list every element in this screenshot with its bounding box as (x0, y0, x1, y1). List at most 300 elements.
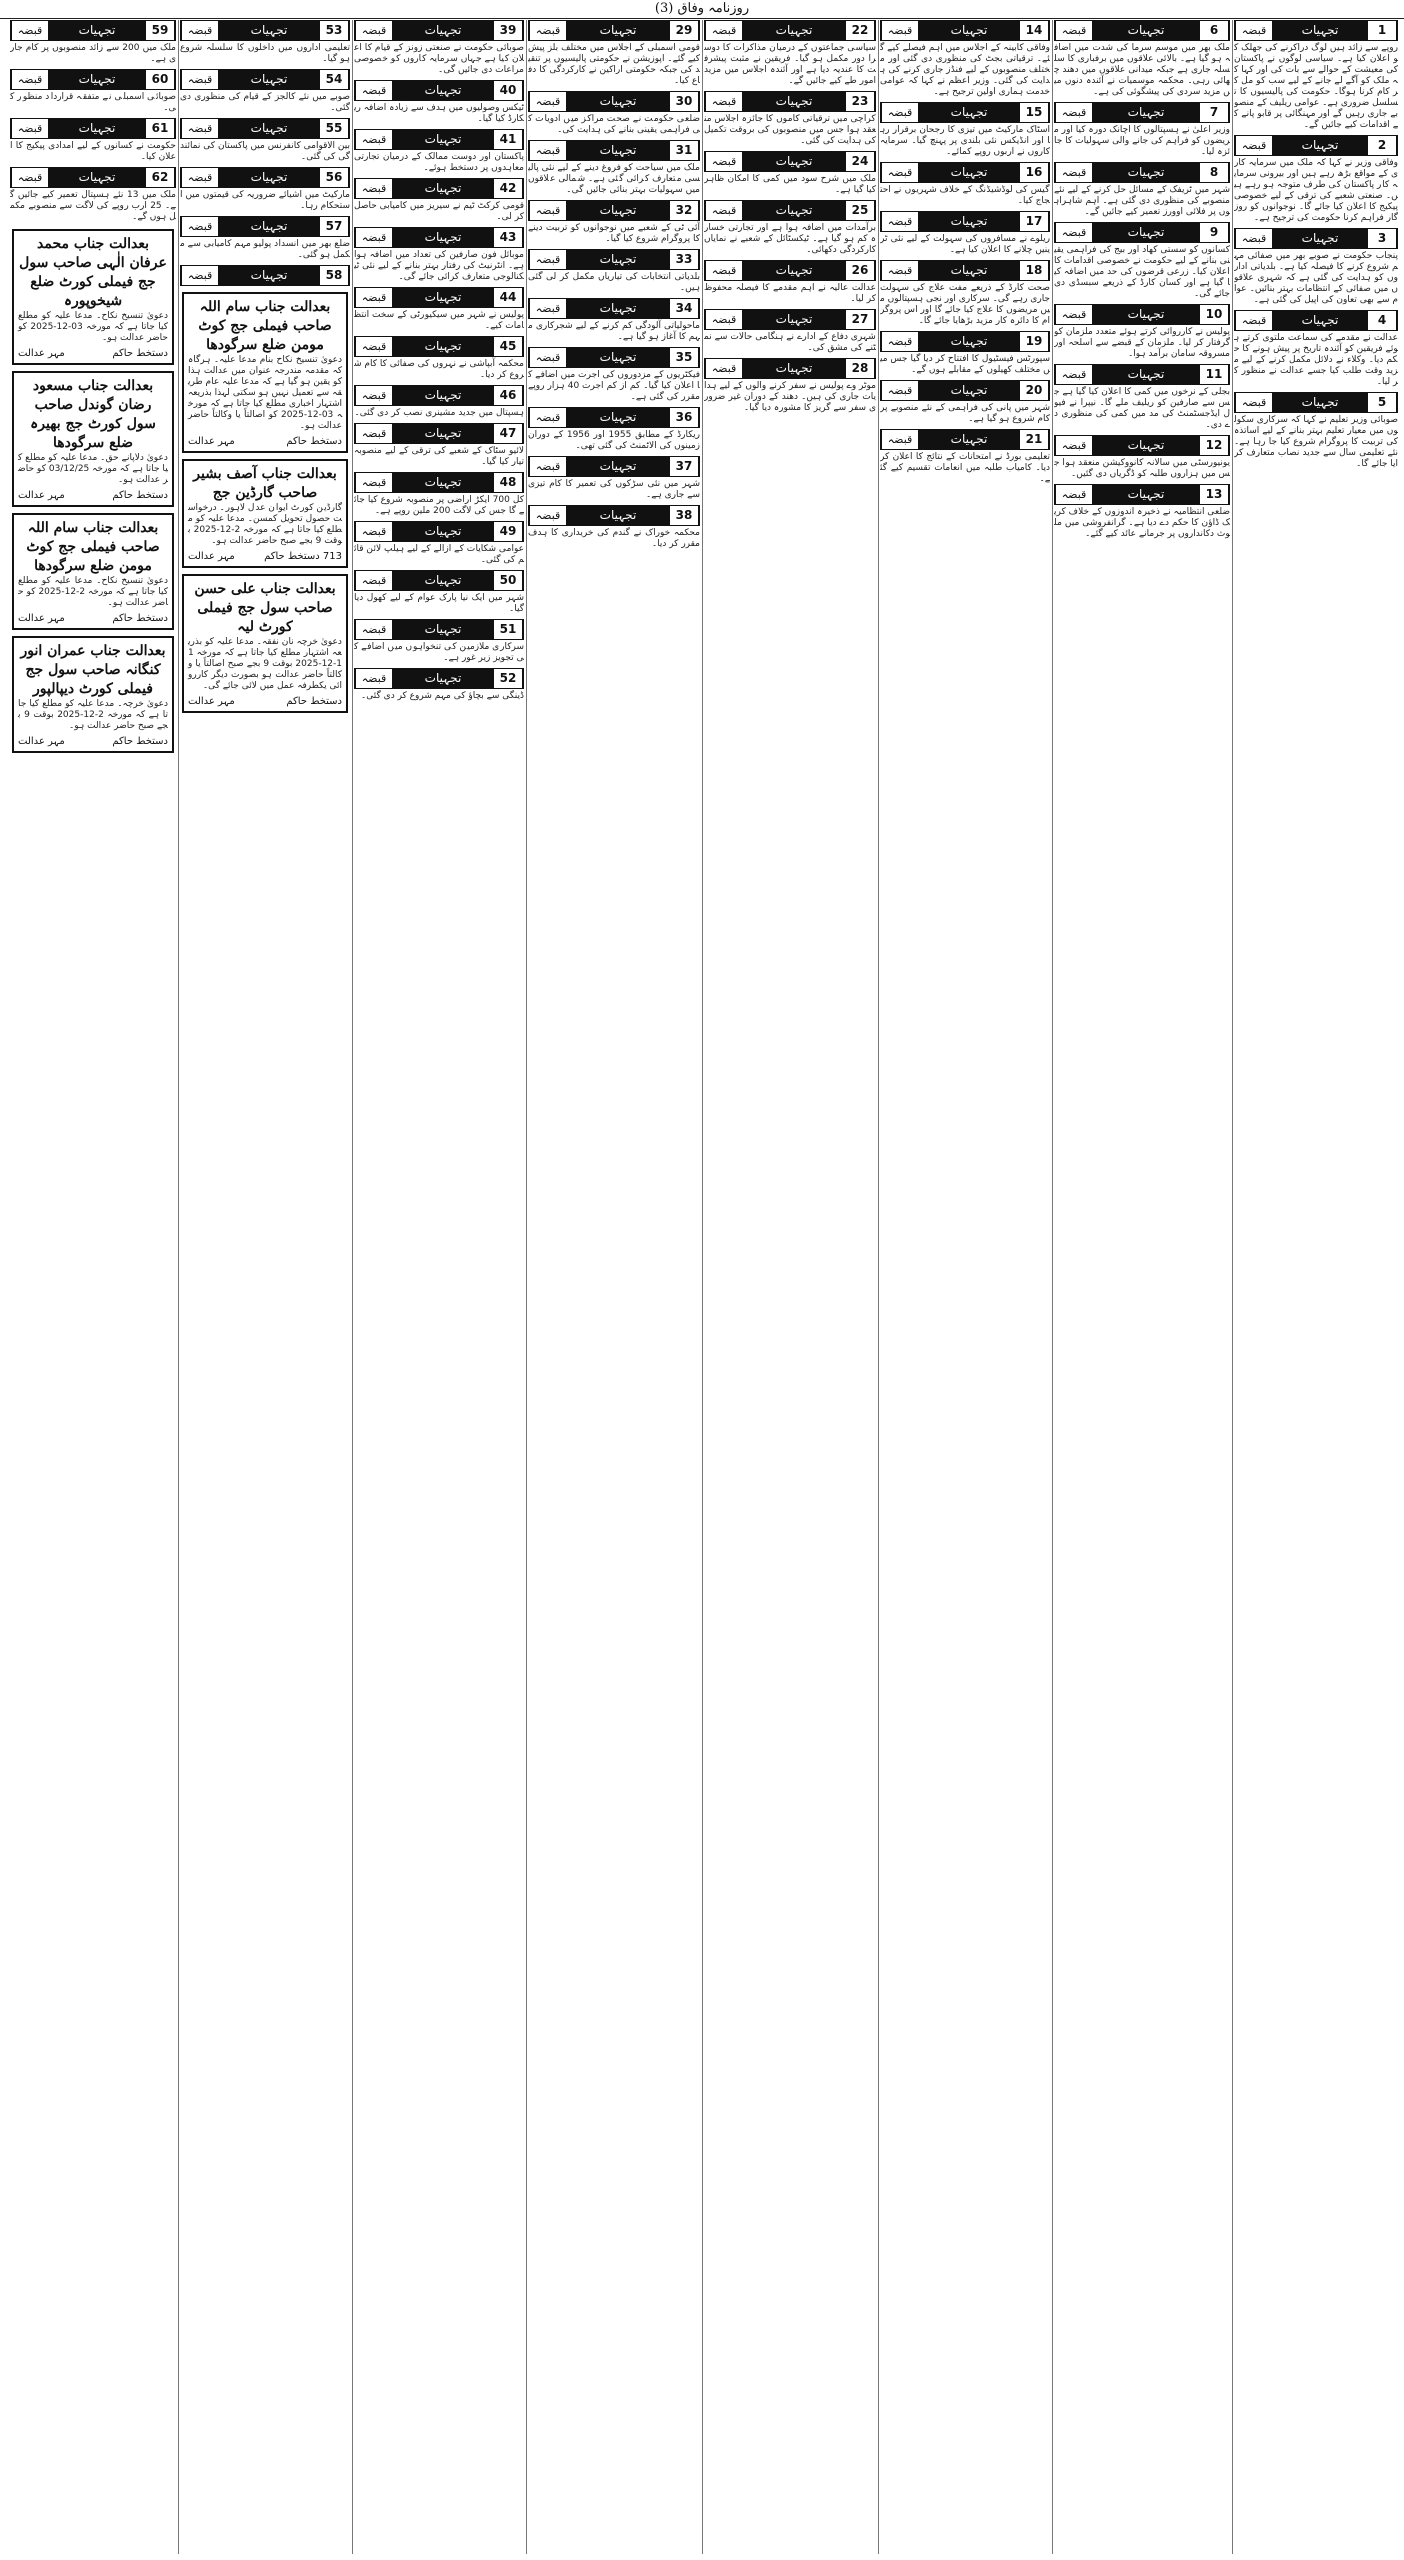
item-label: قبضہ (181, 21, 218, 40)
item-number: 33 (670, 250, 699, 269)
column-7 (180, 20, 350, 2554)
item-body: صوبائی وزیر تعلیم نے کہا کہ سرکاری سکولوں میں معیار تعلیم بہتر بنانے کے لیے اساتذہ کی تربیت کا پروگرام شروع کیا جا رہا ہے۔ نئے تعلیمی سال سے جدید نصاب متعارف کرایا جائے گا۔ (1234, 415, 1398, 469)
item-body: صوبائی حکومت نے صنعتی زونز کے قیام کا اعلان کیا ہے جہاں سرمایہ کاروں کو خصوصی مراعات دی جائیں گی۔ (354, 43, 524, 75)
item-label: قبضہ (355, 179, 392, 198)
item-label: قبضہ (355, 473, 392, 492)
item-label: قبضہ (1055, 223, 1092, 242)
item-body: محکمہ آبپاشی نے نہروں کی صفائی کا کام شروع کر دیا۔ (354, 359, 524, 380)
item-tag: تجہیات (1092, 436, 1200, 455)
item-body: ملک بھر میں موسم سرما کی شدت میں اضافہ ہو گیا ہے۔ بالائی علاقوں میں برفباری کا سلسلہ جاری ہے جبکہ میدانی علاقوں میں دھند چھائی رہی۔ محکمہ موسمیات نے آئندہ دنوں میں مزید سردی کی پیشگوئی کی ہے۔ (1054, 43, 1230, 97)
item-number: 41 (494, 130, 523, 149)
item-header (880, 380, 1050, 401)
news-item (10, 20, 176, 65)
item-body: ضلعی انتظامیہ نے ذخیرہ اندوزوں کے خلاف کریک ڈاؤن کا حکم دے دیا ہے۔ گرانفروشی میں ملوث دکانداروں پر جرمانے عائد کیے گئے۔ (1054, 507, 1230, 539)
item-label: قبضہ (11, 168, 48, 187)
item-tag: تجہیات (392, 571, 494, 590)
news-item (528, 505, 700, 550)
item-number: 13 (1200, 485, 1229, 504)
item-header (354, 80, 524, 101)
news-item (354, 570, 524, 615)
item-tag: تجہیات (566, 457, 670, 476)
item-header (704, 200, 876, 221)
item-tag: تجہیات (1092, 103, 1200, 122)
item-tag: تجہیات (218, 217, 320, 236)
item-number: 6 (1200, 21, 1229, 40)
notice-seal: مہر عدالت (188, 696, 235, 707)
item-tag: تجہیات (918, 261, 1020, 280)
item-header (354, 423, 524, 444)
notice-body: دعویٰ تنسیخ نکاح۔ مدعا علیہ کو مطلع کیا جاتا ہے کہ مورخہ 03-12-2025 کو حاضر عدالت ہو۔ (18, 311, 169, 343)
item-header (528, 347, 700, 368)
item-label: قبضہ (181, 119, 218, 138)
item-body: ضلع بھر میں انسداد پولیو مہم کامیابی سے مکمل ہو گئی۔ (180, 239, 350, 260)
item-label: قبضہ (881, 430, 918, 449)
item-number: 61 (146, 119, 175, 138)
item-label: قبضہ (1055, 163, 1092, 182)
item-label: قبضہ (355, 522, 392, 541)
item-body: محکمہ خوراک نے گندم کی خریداری کا ہدف مقرر کر دیا۔ (528, 528, 700, 549)
item-number: 35 (670, 348, 699, 367)
court-notice (182, 574, 348, 713)
notice-footer (188, 551, 342, 562)
item-number: 25 (846, 201, 875, 220)
item-tag: تجہیات (392, 620, 494, 639)
item-tag: تجہیات (1092, 485, 1200, 504)
item-body: ریلوے نے مسافروں کی سہولت کے لیے نئی ٹرینیں چلانے کا اعلان کیا ہے۔ (880, 234, 1050, 255)
item-header (528, 298, 700, 319)
item-number: 27 (846, 310, 875, 329)
item-body: موبائل فون صارفین کی تعداد میں اضافہ ہوا ہے۔ انٹرنیٹ کی رفتار بہتر بنانے کے لیے نئی ٹیکنالوجی متعارف کرائی جائے گی۔ (354, 250, 524, 282)
item-header (180, 167, 350, 188)
item-body: لائیو سٹاک کے شعبے کی ترقی کے لیے منصوبہ تیار کیا گیا۔ (354, 446, 524, 467)
news-item (880, 20, 1050, 98)
item-header (528, 20, 700, 41)
item-header (880, 102, 1050, 123)
notice-footer (18, 613, 168, 624)
item-label: قبضہ (705, 261, 742, 280)
item-label: قبضہ (355, 130, 392, 149)
item-number: 30 (670, 92, 699, 111)
item-label: قبضہ (181, 168, 218, 187)
news-item (10, 69, 176, 114)
item-tag: تجہیات (218, 70, 320, 89)
item-body: شہر میں پانی کی فراہمی کے نئے منصوبے پر کام شروع ہو گیا ہے۔ (880, 403, 1050, 424)
item-label: قبضہ (1055, 365, 1092, 384)
item-tag: تجہیات (1092, 21, 1200, 40)
item-body: ضلعی حکومت نے صحت مراکز میں ادویات کی فراہمی یقینی بنانے کی ہدایت کی۔ (528, 114, 700, 135)
notice-title: بعدالت جناب علی حسن صاحب سول جج فیملی کورٹ لیہ (194, 581, 336, 635)
column-3 (880, 20, 1050, 2554)
item-number: 58 (320, 266, 349, 285)
notice-seal: مہر عدالت (18, 613, 65, 624)
item-label: قبضہ (705, 359, 742, 378)
item-number: 46 (494, 386, 523, 405)
item-body: ہسپتال میں جدید مشینری نصب کر دی گئی۔ (354, 408, 524, 418)
item-tag: تجہیات (566, 92, 670, 111)
item-header (354, 472, 524, 493)
item-body: شہر میں ایک نیا پارک عوام کے لیے کھول دیا گیا۔ (354, 593, 524, 614)
item-label: قبضہ (355, 669, 392, 688)
item-number: 4 (1368, 311, 1397, 330)
item-tag: تجہیات (1272, 393, 1368, 412)
item-label: قبضہ (1235, 311, 1272, 330)
item-number: 54 (320, 70, 349, 89)
item-header (10, 20, 176, 41)
news-item (10, 118, 176, 163)
item-header (704, 91, 876, 112)
item-header (1234, 310, 1398, 331)
notice-signature: دستخط حاکم (286, 436, 342, 447)
item-number: 19 (1020, 332, 1049, 351)
news-item (528, 249, 700, 294)
news-item (354, 178, 524, 223)
news-item (354, 521, 524, 566)
item-number: 56 (320, 168, 349, 187)
item-body: پنجاب حکومت نے صوبے بھر میں صفائی مہم شروع کرنے کا فیصلہ کیا ہے۔ بلدیاتی اداروں کو ہدایت کی گئی ہے کہ شہری علاقوں میں صفائی کے انتظامات بہتر بنائیں۔ عوام سے بھی تعاون کی اپیل کی گئی ہے۔ (1234, 251, 1398, 305)
item-number: 57 (320, 217, 349, 236)
item-header (1054, 304, 1230, 325)
item-label: قبضہ (355, 21, 392, 40)
item-tag: تجہیات (742, 152, 846, 171)
item-tag: تجہیات (392, 130, 494, 149)
item-number: 59 (146, 21, 175, 40)
item-label: قبضہ (11, 70, 48, 89)
item-body: عوامی شکایات کے ازالے کے لیے ہیلپ لائن قائم کی گئی۔ (354, 544, 524, 565)
news-item (354, 668, 524, 702)
notice-seal: مہر عدالت (18, 736, 65, 747)
item-body: ملک میں 200 سے زائد منصوبوں پر کام جاری ہے۔ (10, 43, 176, 64)
item-label: قبضہ (529, 141, 566, 160)
item-body: سرکاری ملازمین کی تنخواہوں میں اضافے کی تجویز زیر غور ہے۔ (354, 642, 524, 663)
news-item (528, 347, 700, 403)
item-tag: تجہیات (566, 506, 670, 525)
item-tag: تجہیات (1092, 305, 1200, 324)
notice-title: بعدالت جناب مسعود رضان گوندل صاحب سول کورٹ جج بھیرہ ضلع سرگودھا (30, 378, 156, 451)
item-number: 50 (494, 571, 523, 590)
item-body: بلدیاتی انتخابات کی تیاریاں مکمل کر لی گئی ہیں۔ (528, 272, 700, 293)
notice-footer (18, 736, 168, 747)
news-item (1054, 435, 1230, 480)
item-body: کل 700 ایکڑ اراضی پر منصوبہ شروع کیا جائے گا جس کی لاگت 200 ملین روپے ہے۔ (354, 495, 524, 516)
item-label: قبضہ (705, 201, 742, 220)
item-tag: تجہیات (218, 21, 320, 40)
item-label: قبضہ (705, 21, 742, 40)
item-header (354, 385, 524, 406)
item-body: پولیس نے شہر میں سیکیورٹی کے سخت انتظامات کیے۔ (354, 310, 524, 331)
notice-body: دعویٰ تنسیخ نکاح بنام مدعا علیہ۔ ہرگاہ کہ مقدمہ مندرجہ عنوان میں عدالت ہذا کو یقین ہو گیا ہے کہ مدعا علیہ عام طریقہ سے تعمیل نہیں ہو سکتی لہذا بذریعہ اشتہار اخباری مطلع کیا جاتا ہے کہ مورخہ 03-12-2025 کو اصالتاً یا وکالتاً حاضر عدالت ہو۔ (188, 355, 342, 431)
item-body: صحت کارڈ کے ذریعے مفت علاج کی سہولت جاری رہے گی۔ سرکاری اور نجی ہسپتالوں میں مریضوں کا علاج کیا جائے گا اور اس پروگرام کا دائرہ کار مزید بڑھایا جائے گا۔ (880, 283, 1050, 326)
item-header (1054, 102, 1230, 123)
item-header (528, 505, 700, 526)
item-number: 37 (670, 457, 699, 476)
notice-signature: دستخط حاکم (112, 736, 168, 747)
item-body: تعلیمی اداروں میں داخلوں کا سلسلہ شروع ہو گیا۔ (180, 43, 350, 64)
item-header (10, 167, 176, 188)
item-tag: تجہیات (918, 212, 1020, 231)
item-label: قبضہ (529, 299, 566, 318)
item-tag: تجہیات (918, 21, 1020, 40)
item-label: قبضہ (11, 21, 48, 40)
item-tag: تجہیات (1272, 136, 1368, 155)
item-number: 44 (494, 288, 523, 307)
notice-seal: مہر عدالت (188, 551, 235, 562)
item-number: 43 (494, 228, 523, 247)
item-body: کسانوں کو سستی کھاد اور بیج کی فراہمی یقینی بنانے کے لیے حکومت نے خصوصی اقدامات کا اعلان کیا۔ زرعی قرضوں کی حد میں اضافہ کیا گیا ہے اور کسان کارڈ کے ذریعے سبسڈی دی جائے گی۔ (1054, 245, 1230, 299)
item-body: وفاقی وزیر نے کہا کہ ملک میں سرمایہ کاری کے مواقع بڑھ رہے ہیں اور بیرونی سرمایہ کار پاکستان کی طرف متوجہ ہو رہے ہیں۔ صنعتی شعبے کی ترقی کے لیے خصوصی پیکیج کا اعلان کیا جائے گا۔ نوجوانوں کو روزگار فراہم کرنا حکومت کی ترجیح ہے۔ (1234, 158, 1398, 223)
item-tag: تجہیات (218, 168, 320, 187)
item-header (704, 358, 876, 379)
item-number: 8 (1200, 163, 1229, 182)
item-body: موٹر وے پولیس نے سفر کرنے والوں کے لیے ہدایات جاری کی ہیں۔ دھند کے دوران غیر ضروری سفر سے گریز کا مشورہ دیا گیا۔ (704, 381, 876, 413)
news-item (1054, 304, 1230, 360)
item-tag: تجہیات (566, 250, 670, 269)
news-item (880, 211, 1050, 256)
item-number: 16 (1020, 163, 1049, 182)
news-item (704, 91, 876, 147)
news-item (1054, 102, 1230, 158)
item-body: ملک میں سیاحت کو فروغ دینے کے لیے نئی پالیسی متعارف کرائی گئی ہے۔ شمالی علاقوں میں سہولیات بہتر بنائی جائیں گی۔ (528, 163, 700, 195)
news-item (1054, 20, 1230, 98)
item-tag: تجہیات (48, 168, 146, 187)
item-number: 55 (320, 119, 349, 138)
item-body: شہری دفاع کے ادارے نے ہنگامی حالات سے نمٹنے کی مشق کی۔ (704, 332, 876, 353)
item-header (354, 336, 524, 357)
item-label: قبضہ (355, 386, 392, 405)
court-notice (12, 371, 174, 507)
item-label: قبضہ (881, 103, 918, 122)
item-label: قبضہ (529, 250, 566, 269)
news-item (354, 619, 524, 664)
item-label: قبضہ (529, 348, 566, 367)
item-body: حکومت نے کسانوں کے لیے امدادی پیکیج کا اعلان کیا۔ (10, 141, 176, 162)
item-tag: تجہیات (918, 430, 1020, 449)
item-number: 40 (494, 81, 523, 100)
item-tag: تجہیات (918, 103, 1020, 122)
item-tag: تجہیات (392, 288, 494, 307)
news-item (354, 80, 524, 125)
news-item (880, 331, 1050, 376)
item-header (1054, 484, 1230, 505)
news-item (1054, 364, 1230, 431)
item-body: گیس کی لوڈشیڈنگ کے خلاف شہریوں نے احتجاج کیا۔ (880, 185, 1050, 206)
news-item (880, 260, 1050, 327)
item-number: 49 (494, 522, 523, 541)
notice-signature: دستخط حاکم (286, 696, 342, 707)
item-header (354, 668, 524, 689)
item-header (1234, 20, 1398, 41)
notice-seal: مہر عدالت (18, 348, 65, 359)
item-tag: تجہیات (742, 21, 846, 40)
item-tag: تجہیات (918, 163, 1020, 182)
notice-title: بعدالت جناب عمران انور کنگانہ صاحب سول جج فیملی کورٹ دیپالپور (20, 643, 166, 697)
item-header (880, 331, 1050, 352)
item-header (354, 570, 524, 591)
item-number: 52 (494, 669, 523, 688)
item-label: قبضہ (529, 92, 566, 111)
item-label: قبضہ (181, 266, 218, 285)
item-number: 62 (146, 168, 175, 187)
item-number: 45 (494, 337, 523, 356)
item-number: 34 (670, 299, 699, 318)
notice-seal: مہر عدالت (18, 490, 65, 501)
column-divider (178, 20, 179, 2554)
item-body: شہر میں نئی سڑکوں کی تعمیر کا کام تیزی سے جاری ہے۔ (528, 479, 700, 500)
item-header (10, 69, 176, 90)
news-item (1054, 162, 1230, 218)
item-tag: تجہیات (48, 70, 146, 89)
notice-footer (188, 696, 342, 707)
notice-title: بعدالت جناب محمد عرفان الٰہی صاحب سول جج فیملی کورٹ ضلع شیخوپورہ (19, 236, 167, 309)
item-label: قبضہ (181, 70, 218, 89)
news-item (880, 162, 1050, 207)
news-item (354, 385, 524, 419)
item-body: ملک میں شرح سود میں کمی کا امکان ظاہر کیا گیا ہے۔ (704, 174, 876, 195)
column-1 (1234, 20, 1398, 2554)
column-divider (526, 20, 527, 2554)
news-item (354, 287, 524, 332)
news-item (528, 91, 700, 136)
item-header (704, 20, 876, 41)
item-header (528, 249, 700, 270)
item-body: آئی ٹی کے شعبے میں نوجوانوں کو تربیت دینے کا پروگرام شروع کیا گیا۔ (528, 223, 700, 244)
item-body: صوبے میں نئے کالجز کے قیام کی منظوری دی گئی۔ (180, 92, 350, 113)
item-header (1054, 20, 1230, 41)
item-label: قبضہ (355, 424, 392, 443)
item-body: کراچی میں ترقیاتی کاموں کا جائزہ اجلاس منعقد ہوا جس میں منصوبوں کی بروقت تکمیل کی ہدایت کی گئی۔ (704, 114, 876, 146)
news-item (180, 167, 350, 212)
item-number: 32 (670, 201, 699, 220)
item-label: قبضہ (705, 92, 742, 111)
item-number: 9 (1200, 223, 1229, 242)
item-number: 36 (670, 408, 699, 427)
item-tag: تجہیات (566, 408, 670, 427)
notice-signature: 713 دستخط حاکم (264, 551, 342, 562)
item-label: قبضہ (355, 81, 392, 100)
item-number: 28 (846, 359, 875, 378)
item-label: قبضہ (355, 337, 392, 356)
item-label: قبضہ (529, 201, 566, 220)
news-item (354, 423, 524, 468)
news-item (1054, 222, 1230, 300)
column-6 (354, 20, 524, 2554)
item-label: قبضہ (529, 457, 566, 476)
item-tag: تجہیات (392, 473, 494, 492)
item-header (1054, 435, 1230, 456)
item-tag: تجہیات (392, 386, 494, 405)
item-number: 51 (494, 620, 523, 639)
masthead-title: روزنامہ وفاق (3) (0, 0, 1404, 19)
item-header (1234, 228, 1398, 249)
item-tag: تجہیات (566, 141, 670, 160)
item-label: قبضہ (1055, 436, 1092, 455)
news-item (528, 298, 700, 343)
notice-title: بعدالت جناب آصف بشیر صاحب گارڈین جج (193, 466, 337, 501)
item-tag: تجہیات (392, 424, 494, 443)
news-item (528, 200, 700, 245)
item-body: سیاسی جماعتوں کے درمیان مذاکرات کا دوسرا دور مکمل ہو گیا۔ فریقین نے مثبت پیشرفت کا عندیہ دیا ہے اور آئندہ اجلاس میں مزید امور طے کیے جائیں گے۔ (704, 43, 876, 86)
item-body: پولیس نے کارروائی کرتے ہوئے متعدد ملزمان کو گرفتار کر لیا۔ ملزمان کے قبضے سے اسلحہ اور مسروقہ سامان برآمد ہوا۔ (1054, 327, 1230, 359)
item-number: 39 (494, 21, 523, 40)
item-label: قبضہ (1055, 103, 1092, 122)
item-header (1234, 392, 1398, 413)
notice-body: دعویٰ دلاپانے حق۔ مدعا علیہ کو مطلع کیا جاتا ہے کہ مورخہ 03/12/25 کو حاضر عدالت ہو۔ (18, 453, 168, 485)
item-body: تعلیمی بورڈ نے امتحانات کے نتائج کا اعلان کر دیا۔ کامیاب طلبہ میں انعامات تقسیم کیے گئے۔ (880, 452, 1050, 484)
item-tag: تجہیات (392, 669, 494, 688)
item-label: قبضہ (1235, 229, 1272, 248)
item-tag: تجہیات (392, 21, 494, 40)
news-item (704, 20, 876, 87)
news-item (180, 69, 350, 114)
item-tag: تجہیات (566, 348, 670, 367)
item-tag: تجہیات (392, 81, 494, 100)
item-number: 11 (1200, 365, 1229, 384)
item-body: پاکستان اور دوست ممالک کے درمیان تجارتی معاہدوں پر دستخط ہوئے۔ (354, 152, 524, 173)
column-divider (878, 20, 879, 2554)
item-body: ملک میں 13 نئے ہسپتال تعمیر کیے جائیں گے۔ 25 ارب روپے کی لاگت سے منصوبے مکمل ہوں گے۔ (10, 190, 176, 222)
item-label: قبضہ (181, 217, 218, 236)
item-tag: تجہیات (48, 119, 146, 138)
item-header (180, 118, 350, 139)
notice-signature: دستخط حاکم (112, 490, 168, 501)
item-header (880, 162, 1050, 183)
item-label: قبضہ (355, 571, 392, 590)
item-tag: تجہیات (392, 337, 494, 356)
item-header (1054, 162, 1230, 183)
notice-footer (18, 348, 168, 359)
item-header (528, 456, 700, 477)
item-header (354, 20, 524, 41)
item-label: قبضہ (705, 310, 742, 329)
item-header (180, 216, 350, 237)
item-tag: تجہیات (742, 261, 846, 280)
news-item (880, 429, 1050, 485)
court-notice (182, 459, 348, 568)
column-divider (702, 20, 703, 2554)
item-header (354, 178, 524, 199)
news-item (704, 200, 876, 256)
item-body: ماحولیاتی آلودگی کم کرنے کے لیے شجرکاری مہم کا آغاز ہو گیا ہے۔ (528, 321, 700, 342)
item-label: قبضہ (529, 408, 566, 427)
news-item (10, 167, 176, 223)
notice-title: بعدالت جناب سام اللہ صاحب فیملی جج کوٹ مومن ضلع سرگودھا (198, 299, 332, 353)
item-header (528, 407, 700, 428)
item-tag: تجہیات (392, 179, 494, 198)
column-divider (1232, 20, 1233, 2554)
item-tag: تجہیات (566, 299, 670, 318)
item-body: یونیورسٹی میں سالانہ کانووکیشن منعقد ہوا جس میں ہزاروں طلبہ کو ڈگریاں دی گئیں۔ (1054, 458, 1230, 479)
news-item (528, 20, 700, 87)
notice-title: بعدالت جناب سام اللہ صاحب فیملی جج کوٹ مومن ضلع سرگودھا (26, 520, 160, 574)
item-label: قبضہ (11, 119, 48, 138)
item-body: ٹیکس وصولیوں میں ہدف سے زیادہ اضافہ ریکارڈ کیا گیا۔ (354, 103, 524, 124)
item-tag: تجہیات (742, 310, 846, 329)
news-item (704, 309, 876, 354)
news-item (354, 227, 524, 283)
item-tag: تجہیات (1272, 311, 1368, 330)
item-header (1234, 135, 1398, 156)
item-header (180, 69, 350, 90)
news-item (354, 336, 524, 381)
item-number: 18 (1020, 261, 1049, 280)
notice-body: دعویٰ خرچہ۔ مدعا علیہ کو مطلع کیا جاتا ہے کہ مورخہ 2-12-2025 بوقت 9 بجے صبح حاضر عدالت ہو۔ (18, 699, 169, 731)
item-number: 26 (846, 261, 875, 280)
item-label: قبضہ (881, 212, 918, 231)
item-tag: تجہیات (1092, 365, 1200, 384)
notice-footer (18, 490, 168, 501)
news-item (354, 129, 524, 174)
item-label: قبضہ (881, 261, 918, 280)
item-tag: تجہیات (1272, 21, 1368, 40)
